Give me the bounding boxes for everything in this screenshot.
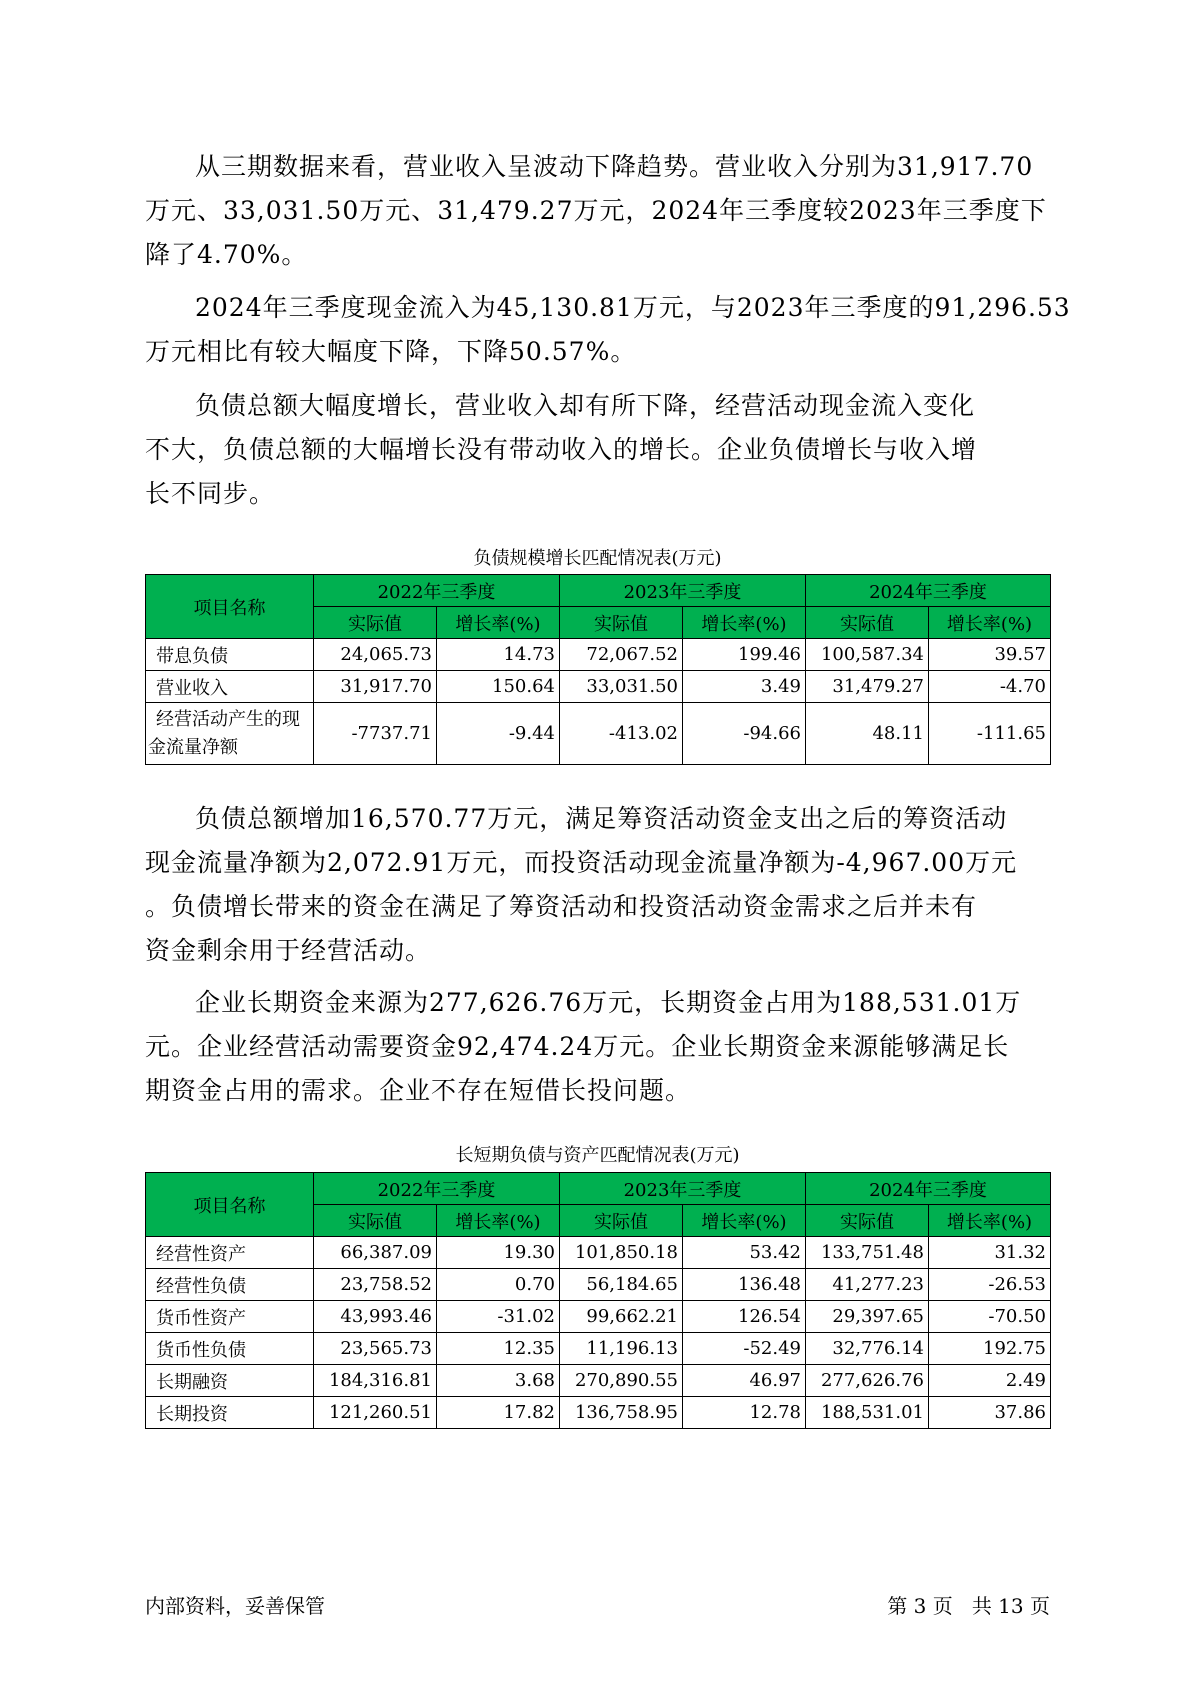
table-cell: 126.54: [683, 1301, 806, 1333]
table-row: [146, 1365, 1051, 1397]
text-line: 降了4.70%。: [145, 240, 308, 269]
row-label-line: 金流量净额: [148, 736, 238, 758]
table-cell: 39.57: [929, 639, 1051, 671]
table-cell: 17.82: [437, 1397, 560, 1429]
table-cell: 12.35: [437, 1333, 560, 1365]
table-cell: -111.65: [929, 703, 1051, 765]
table-row: [146, 1269, 1051, 1301]
text-line: 。负债增长带来的资金在满足了筹资活动和投资活动资金需求之后并未有: [145, 892, 978, 921]
table-row: [146, 703, 1051, 765]
table-cell: 14.73: [437, 639, 560, 671]
table-cell: 150.64: [437, 671, 560, 703]
item-name-header: 项目名称: [146, 1173, 314, 1237]
table-cell: 101,850.18: [560, 1237, 683, 1269]
table-cell: 136.48: [683, 1269, 806, 1301]
debt-asset-match-table: [145, 1172, 1051, 1429]
table-row: [146, 1397, 1051, 1429]
item-name-header: 项目名称: [146, 575, 314, 639]
table-cell: 192.75: [929, 1333, 1051, 1365]
table-cell: 100,587.34: [806, 639, 929, 671]
row-label: 长期融资: [146, 1365, 314, 1397]
table-cell: 23,758.52: [314, 1269, 437, 1301]
table-cell: -413.02: [560, 703, 683, 765]
debt-growth-table: [145, 574, 1051, 765]
table-cell: 121,260.51: [314, 1397, 437, 1429]
period-header: 2022年三季度: [314, 1173, 560, 1205]
table-cell: 188,531.01: [806, 1397, 929, 1429]
table-cell: 136,758.95: [560, 1397, 683, 1429]
table-cell: 53.42: [683, 1237, 806, 1269]
table-cell: 29,397.65: [806, 1301, 929, 1333]
table-row: [146, 1333, 1051, 1365]
period-header: 2022年三季度: [314, 575, 560, 607]
growth-rate-header: 增长率(%): [437, 607, 560, 639]
table-cell: 31,479.27: [806, 671, 929, 703]
actual-value-header: 实际值: [806, 607, 929, 639]
period-header: 2023年三季度: [560, 1173, 806, 1205]
table-row: [146, 639, 1051, 671]
paragraph-cash-inflow: [145, 286, 1071, 374]
table-cell: 99,662.21: [560, 1301, 683, 1333]
table-cell: 43,993.46: [314, 1301, 437, 1333]
text-line: 企业长期资金来源为277,626.76万元，长期资金占用为188,531.01万: [195, 988, 1022, 1017]
text-line: 不大，负债总额的大幅增长没有带动收入的增长。企业负债增长与收入增: [145, 435, 978, 464]
table-cell: 184,316.81: [314, 1365, 437, 1397]
table-cell: -31.02: [437, 1301, 560, 1333]
table-cell: 66,387.09: [314, 1237, 437, 1269]
period-header: 2024年三季度: [806, 1173, 1051, 1205]
table-cell: 32,776.14: [806, 1333, 929, 1365]
paragraph-revenue-trend: [145, 145, 1050, 277]
growth-rate-header: 增长率(%): [437, 1205, 560, 1237]
table-caption: 长短期负债与资产匹配情况表(万元): [455, 1145, 740, 1166]
table-cell: 33,031.50: [560, 671, 683, 703]
text-line: 2024年三季度现金流入为45,130.81万元，与2023年三季度的91,296.53: [195, 293, 1071, 322]
table-row: [146, 1237, 1051, 1269]
text-line: 万元、33,031.50万元、31,479.27万元，2024年三季度较2023年三季度下: [145, 196, 1047, 225]
table-cell: -7737.71: [314, 703, 437, 765]
table-cell: -9.44: [437, 703, 560, 765]
row-label-line: 经营活动产生的现: [156, 708, 300, 730]
paragraph-financing-activity: [145, 797, 1050, 973]
footer-confidential-note: 内部资料，妥善保管: [145, 1594, 325, 1618]
row-label: 货币性资产: [146, 1301, 314, 1333]
actual-value-header: 实际值: [560, 1205, 683, 1237]
actual-value-header: 实际值: [314, 607, 437, 639]
table-cell: 12.78: [683, 1397, 806, 1429]
row-label: 带息负债: [146, 639, 314, 671]
growth-rate-header: 增长率(%): [929, 607, 1051, 639]
actual-value-header: 实际值: [314, 1205, 437, 1237]
table-cell: 56,184.65: [560, 1269, 683, 1301]
paragraph-long-term-funds: [145, 981, 1050, 1113]
table-cell: -26.53: [929, 1269, 1051, 1301]
table-cell: 24,065.73: [314, 639, 437, 671]
table-cell: -94.66: [683, 703, 806, 765]
table-cell: -52.49: [683, 1333, 806, 1365]
text-line: 负债总额大幅度增长，营业收入却有所下降，经营活动现金流入变化: [195, 391, 976, 420]
text-line: 元。企业经营活动需要资金92,474.24万元。企业长期资金来源能够满足长: [145, 1032, 1010, 1061]
text-line: 现金流量净额为2,072.91万元，而投资活动现金流量净额为-4,967.00万元: [145, 848, 1018, 877]
growth-rate-header: 增长率(%): [683, 607, 806, 639]
text-line: 万元相比有较大幅度下降，下降50.57%。: [145, 337, 637, 366]
table-cell: 3.68: [437, 1365, 560, 1397]
table-row: [146, 671, 1051, 703]
period-header: 2024年三季度: [806, 575, 1051, 607]
table-cell: 31.32: [929, 1237, 1051, 1269]
period-header: 2023年三季度: [560, 575, 806, 607]
row-label: 经营性负债: [146, 1269, 314, 1301]
table-cell: 277,626.76: [806, 1365, 929, 1397]
table-cell: 41,277.23: [806, 1269, 929, 1301]
paragraph-debt-growth: [145, 384, 1050, 516]
row-label: 货币性负债: [146, 1333, 314, 1365]
table-cell: 2.49: [929, 1365, 1051, 1397]
actual-value-header: 实际值: [560, 607, 683, 639]
table-cell: 37.86: [929, 1397, 1051, 1429]
text-line: 资金剩余用于经营活动。: [145, 936, 432, 965]
footer-page-number: 第 3 页 共 13 页: [887, 1594, 1050, 1618]
table-cell: -4.70: [929, 671, 1051, 703]
table-cell: 133,751.48: [806, 1237, 929, 1269]
text-line: 从三期数据来看，营业收入呈波动下降趋势。营业收入分别为31,917.70: [195, 152, 1034, 181]
row-label: [146, 703, 314, 765]
table-cell: 11,196.13: [560, 1333, 683, 1365]
table-cell: 3.49: [683, 671, 806, 703]
table-cell: 19.30: [437, 1237, 560, 1269]
actual-value-header: 实际值: [806, 1205, 929, 1237]
table-cell: 31,917.70: [314, 671, 437, 703]
row-label: 经营性资产: [146, 1237, 314, 1269]
table-cell: 23,565.73: [314, 1333, 437, 1365]
table-cell: 270,890.55: [560, 1365, 683, 1397]
text-line: 期资金占用的需求。企业不存在短借长投问题。: [145, 1076, 692, 1105]
table-cell: 46.97: [683, 1365, 806, 1397]
table-cell: 72,067.52: [560, 639, 683, 671]
growth-rate-header: 增长率(%): [929, 1205, 1051, 1237]
row-label: 营业收入: [146, 671, 314, 703]
table-cell: -70.50: [929, 1301, 1051, 1333]
growth-rate-header: 增长率(%): [683, 1205, 806, 1237]
text-line: 负债总额增加16,570.77万元，满足筹资活动资金支出之后的筹资活动: [195, 804, 1008, 833]
text-line: 长不同步。: [145, 479, 276, 508]
row-label: 长期投资: [146, 1397, 314, 1429]
table-cell: 48.11: [806, 703, 929, 765]
table-caption: 负债规模增长匹配情况表(万元): [473, 548, 722, 569]
table-cell: 0.70: [437, 1269, 560, 1301]
table-cell: 199.46: [683, 639, 806, 671]
table-row: [146, 1301, 1051, 1333]
